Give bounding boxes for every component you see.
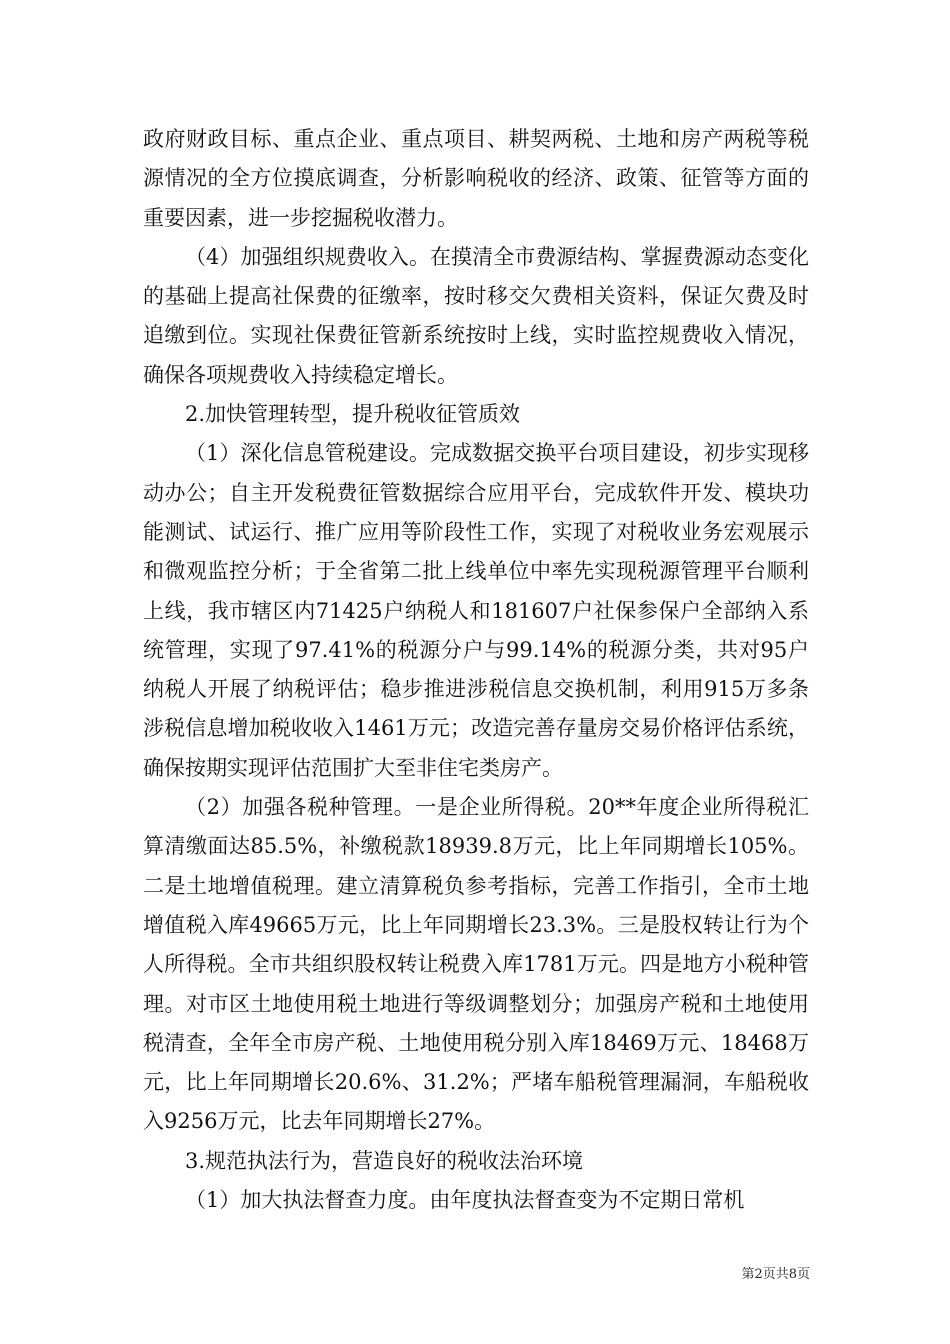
paragraph-3: （1）深化信息管税建设。完成数据交换平台项目建设，初步实现移动办公；自主开发税费征管数据综合应用平台，完成软件开发、模块功能测试、试运行、推广应用等阶段性工作，实现了对税收业务宏观展示和微观监控分析；于全省第二批上线单位中率先实现税源管理平台顺利上线，我市辖区内71425户纳税人和181607户社保参保户全部纳入系统管理，实现了97.41%的税源分户与99.14%的税源分类，共对95户纳税人开展了纳税评估；稳步推进涉税信息交换机制，利用915万多条涉税信息增加税收收入1461万元；改造完善存量房交易价格评估系统，确保按期实现评估范围扩大至非住宅类房产。: [143, 441, 809, 780]
paragraph-4: （2）加强各税种管理。一是企业所得税。20**年度企业所得税汇算清缴面达85.5%，补缴税款18939.8万元，比上年同期增长105%。二是土地增值税理。建立清算税负参考指标，完善工作指引，全市土地增值税入库49665万元，比上年同期增长23.3%。三是股权转让行为个人所得税。全市共组织股权转让税费入库1781万元。四是地方小税种管理。对市区土地使用税土地进行等级调整划分；加强房产税和土地使用税清查，全年全市房产税、土地使用税分别入库18469万元、18468万元，比上年同期增长20.6%、31.2%；严堵车船税管理漏洞，车船税收入9256万元，比去年同期增长27%。: [143, 795, 809, 1134]
section-heading-2: 2.加快管理转型，提升税收征管质效: [185, 402, 521, 427]
page-number-footer: 第2页共8页: [741, 1267, 810, 1282]
paragraph-1: 政府财政目标、重点企业、重点项目、耕契两税、土地和房产两税等税源情况的全方位摸底调查，分析影响税收的经济、政策、征管等方面的重要因素，进一步挖掘税收潜力。: [143, 127, 809, 230]
paragraph-2: （4）加强组织规费收入。在摸清全市费源结构、掌握费源动态变化的基础上提高社保费的征缴率，按时移交欠费相关资料，保证欠费及时追缴到位。实现社保费征管新系统按时上线，实时监控规费收入情况，确保各项规费收入持续稳定增长。: [143, 244, 809, 387]
paragraph-5: （1）加大执法督查力度。由年度执法督查变为不定期日常机: [185, 1188, 745, 1213]
section-heading-3: 3.规范执法行为，营造良好的税收法治环境: [185, 1148, 584, 1173]
document-body: [143, 120, 809, 1220]
